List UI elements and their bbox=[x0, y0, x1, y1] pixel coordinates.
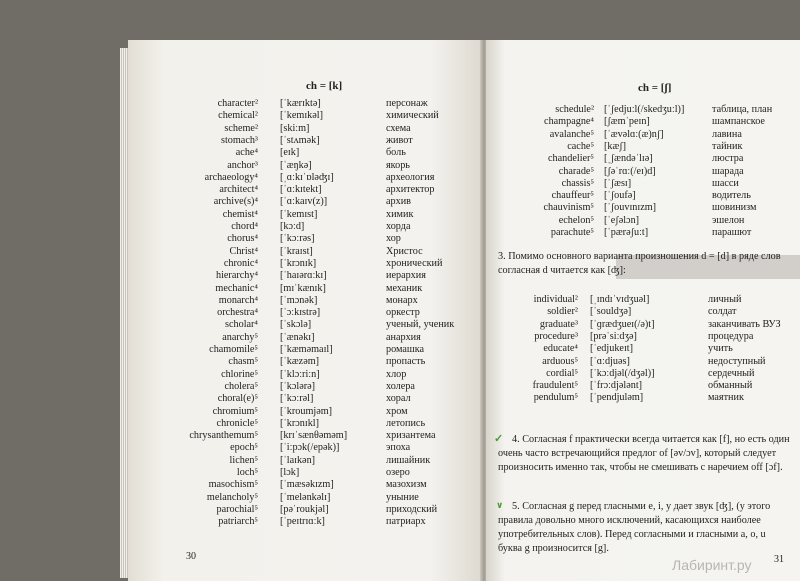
entry-translation: хлор bbox=[386, 368, 407, 380]
entry-word: chassis⁵ bbox=[561, 177, 594, 189]
entry-row bbox=[128, 381, 484, 393]
entry-translation: люстра bbox=[712, 153, 744, 165]
entry-ipa: [ˈiːpɔk(/epək)] bbox=[280, 442, 340, 454]
entry-row bbox=[128, 209, 484, 221]
watermark: Лабиринт.ру bbox=[672, 557, 752, 573]
entry-word: chandelier⁵ bbox=[548, 153, 594, 165]
entry-ipa: [ˈʃoufə] bbox=[604, 190, 636, 202]
entry-ipa: [mɪˈkænɪk] bbox=[280, 282, 326, 294]
entry-row bbox=[128, 160, 484, 172]
entry-word: chemical² bbox=[218, 110, 258, 122]
entry-word: arduous⁵ bbox=[542, 355, 578, 367]
entry-row bbox=[486, 343, 800, 355]
entry-ipa: [krɪˈsænθəməm] bbox=[280, 430, 348, 442]
entry-translation: живот bbox=[386, 134, 413, 146]
entry-word: character² bbox=[217, 98, 258, 109]
entry-word: chronic⁴ bbox=[223, 257, 258, 269]
entry-translation: водитель bbox=[712, 190, 751, 202]
entry-translation: пропасть bbox=[386, 356, 426, 368]
entry-translation: схема bbox=[386, 122, 411, 134]
entry-ipa: [lɔk] bbox=[280, 467, 300, 478]
entry-word: pendulum⁵ bbox=[533, 392, 578, 404]
check-mark-icon-2: ∨ bbox=[496, 500, 504, 510]
entry-ipa: [ˈæŋkə] bbox=[280, 159, 312, 171]
entry-row bbox=[128, 135, 484, 147]
entry-row bbox=[128, 344, 484, 356]
entry-word: stomach³ bbox=[220, 134, 258, 146]
entry-ipa: [ˈɑːdjuəs] bbox=[590, 355, 630, 367]
entry-ipa: [ˈskɔlə] bbox=[280, 319, 312, 331]
entry-ipa: [ˈpendjuləm] bbox=[590, 392, 644, 404]
entry-translation: процедура bbox=[708, 330, 754, 342]
entry-translation: солдат bbox=[708, 306, 737, 318]
left-page-number: 30 bbox=[186, 551, 196, 562]
entry-translation: шовинизм bbox=[712, 202, 757, 214]
entry-row bbox=[486, 319, 800, 331]
entry-translation: химический bbox=[386, 110, 439, 122]
entry-word: cordial⁵ bbox=[546, 367, 578, 379]
entry-word: chasm⁵ bbox=[228, 356, 258, 368]
entry-word: chauffeur⁵ bbox=[551, 190, 594, 202]
entry-row bbox=[486, 294, 800, 306]
entry-word: chauvinism⁵ bbox=[543, 202, 594, 214]
entry-ipa: [ˈkɔːrəs] bbox=[280, 233, 315, 245]
entry-row bbox=[486, 141, 800, 153]
entry-word: archaeology⁴ bbox=[204, 171, 258, 183]
entry-word: procedure³ bbox=[534, 330, 578, 342]
entry-ipa: [ˈkemɪst] bbox=[280, 208, 318, 220]
left-heading: ch = [k] bbox=[306, 80, 343, 92]
entry-row bbox=[128, 406, 484, 418]
entry-translation: хорда bbox=[386, 221, 411, 232]
entry-row bbox=[128, 504, 484, 516]
entry-ipa: [ˈmelənkəlɪ] bbox=[280, 491, 331, 503]
entry-translation: озеро bbox=[386, 467, 410, 478]
entry-word: soldier² bbox=[547, 306, 578, 318]
entry-translation: мазохизм bbox=[386, 479, 427, 491]
entry-word: chlorine⁵ bbox=[221, 368, 258, 380]
entry-word: monarch⁴ bbox=[218, 294, 258, 306]
entry-ipa: [ˈɑːkaɪv(z)] bbox=[280, 196, 328, 208]
entry-word: patriarch⁵ bbox=[218, 516, 258, 528]
right-page-number: 31 bbox=[774, 554, 784, 565]
entry-row bbox=[128, 147, 484, 159]
entry-translation: эшелон bbox=[712, 214, 745, 226]
entry-ipa: [ˈsouldʒə] bbox=[590, 306, 632, 318]
left-page bbox=[128, 40, 484, 581]
entry-ipa: [ˈkɔːrəl] bbox=[280, 393, 314, 405]
entry-ipa: [ˈʃæsɪ] bbox=[604, 177, 632, 189]
entry-translation: таблица, план bbox=[712, 104, 773, 115]
entry-row bbox=[128, 442, 484, 454]
entry-row bbox=[128, 246, 484, 258]
entry-row bbox=[128, 393, 484, 405]
entry-word: parochial⁵ bbox=[216, 503, 258, 515]
entry-word: hierarchy⁴ bbox=[215, 270, 258, 282]
entry-row bbox=[128, 283, 484, 295]
entry-ipa: [ʃəˈrɑː(/eɪ)d] bbox=[604, 165, 656, 177]
entry-translation: летопись bbox=[386, 417, 426, 429]
entry-translation: личный bbox=[708, 294, 742, 305]
entry-row bbox=[486, 227, 800, 239]
entry-row bbox=[128, 479, 484, 491]
entry-word: chromium⁵ bbox=[212, 405, 258, 417]
entry-row bbox=[128, 295, 484, 307]
entry-row bbox=[486, 178, 800, 190]
entry-row bbox=[486, 368, 800, 380]
entry-ipa: [ˈlaɪkən] bbox=[280, 454, 316, 466]
entry-ipa: [kɔːd] bbox=[280, 221, 305, 232]
entry-word: schedule² bbox=[555, 104, 594, 115]
paragraph-5: 5. Согласная g перед гласными e, i, y дает звук [ʤ], (у этого правила довольно много исключений, касающихся наиболее употребительных слов). Перед согласными и гласными a, o, u буква g произносится [g]. bbox=[498, 501, 771, 554]
entry-translation: шасси bbox=[712, 177, 739, 189]
entry-translation: хор bbox=[386, 233, 401, 245]
entry-word: scholar⁴ bbox=[225, 319, 258, 331]
entry-row bbox=[128, 270, 484, 282]
entry-ipa: [ˈkroumjəm] bbox=[280, 405, 333, 417]
entry-row bbox=[128, 492, 484, 504]
entry-ipa: [ˈkrɔnɪkl] bbox=[280, 417, 320, 429]
entry-ipa: [ˌʃændəˈlɪə] bbox=[604, 153, 653, 165]
entry-word: architect⁴ bbox=[219, 184, 258, 196]
entry-ipa: [ˈstʌmək] bbox=[280, 134, 320, 146]
entry-translation: монарх bbox=[386, 294, 418, 306]
entry-row bbox=[128, 356, 484, 368]
entry-word: parachute⁵ bbox=[550, 227, 594, 238]
entry-row bbox=[128, 196, 484, 208]
entry-row bbox=[486, 190, 800, 202]
entry-translation: хорал bbox=[386, 393, 411, 405]
entry-word: cache⁵ bbox=[567, 140, 594, 152]
entry-row bbox=[128, 307, 484, 319]
entry-word: avalanche⁵ bbox=[549, 128, 594, 140]
entry-ipa: [eɪk] bbox=[280, 147, 300, 159]
entry-ipa: [pəˈroukjəl] bbox=[280, 503, 329, 515]
entry-translation: лишайник bbox=[386, 454, 431, 466]
entry-ipa: [ˈedjukeɪt] bbox=[590, 343, 633, 355]
entry-ipa: [kæʃ] bbox=[604, 140, 627, 152]
entry-ipa: [ʃæmˈpeɪn] bbox=[604, 116, 650, 128]
entry-word: cholera⁵ bbox=[224, 380, 258, 392]
entry-translation: археология bbox=[386, 171, 435, 183]
entry-row bbox=[128, 233, 484, 245]
entry-word: fraudulent⁵ bbox=[532, 380, 578, 392]
right-heading: ch = [ʃ] bbox=[638, 82, 672, 94]
entry-row bbox=[486, 215, 800, 227]
entry-word: archive(s)⁴ bbox=[213, 196, 258, 208]
entry-row bbox=[128, 123, 484, 135]
entry-ipa: [ˈeʃəlɔn] bbox=[604, 214, 640, 226]
entry-row bbox=[128, 98, 484, 110]
entry-row bbox=[128, 467, 484, 479]
entry-row bbox=[128, 221, 484, 233]
entry-translation: лавина bbox=[712, 128, 742, 140]
entry-translation: Христос bbox=[386, 245, 423, 257]
entry-translation: ученый, ученик bbox=[386, 319, 455, 331]
entry-translation: недоступный bbox=[708, 355, 766, 367]
entry-ipa: [ˈkæzəm] bbox=[280, 356, 320, 368]
entry-translation: парашют bbox=[712, 227, 752, 238]
entry-ipa: [ˈʃedjuːl(/skedʒuːl)] bbox=[604, 104, 685, 115]
entry-row bbox=[128, 172, 484, 184]
entry-translation: боль bbox=[386, 147, 406, 159]
entry-translation: хризантема bbox=[386, 430, 436, 442]
entry-translation: шарада bbox=[712, 165, 744, 177]
entry-translation: анархия bbox=[386, 331, 421, 343]
entry-translation: маятник bbox=[708, 392, 744, 404]
entry-word: scheme² bbox=[224, 122, 258, 134]
entry-word: echelon⁵ bbox=[558, 214, 594, 226]
entry-ipa: [ˈævəlɑː(æ)nʃ] bbox=[604, 128, 664, 140]
entry-row bbox=[486, 306, 800, 318]
entry-row bbox=[486, 116, 800, 128]
entry-translation: архитектор bbox=[386, 184, 435, 196]
entry-ipa: [ˈkærɪktə] bbox=[280, 98, 321, 109]
entry-word: anchor³ bbox=[227, 159, 258, 171]
entry-translation: уныние bbox=[386, 491, 419, 503]
entry-translation: хронический bbox=[386, 257, 443, 269]
entry-word: educate⁴ bbox=[543, 343, 578, 355]
entry-word: champagne⁴ bbox=[544, 116, 594, 128]
entry-translation: шампанское bbox=[712, 116, 765, 128]
entry-word: charade⁵ bbox=[558, 165, 594, 177]
entry-row bbox=[128, 516, 484, 528]
entry-ipa: [ˈɑːkɪtekt] bbox=[280, 184, 322, 196]
entry-ipa: [ˌɪndɪˈvɪdʒuəl] bbox=[590, 294, 650, 305]
entry-row bbox=[486, 392, 800, 404]
entry-row bbox=[128, 184, 484, 196]
paragraph-3: 3. Помимо основного варианта произношения d = [d] в ряде слов согласная d читается как [ʤ]: bbox=[498, 251, 781, 276]
entry-word: individual² bbox=[533, 294, 578, 305]
entry-row bbox=[128, 455, 484, 467]
entry-ipa: [ˈɔːkɪstrə] bbox=[280, 307, 321, 319]
entry-word: ache⁴ bbox=[235, 147, 258, 159]
entry-row bbox=[486, 331, 800, 343]
entry-row bbox=[486, 104, 800, 116]
entry-word: chord⁴ bbox=[231, 221, 258, 232]
entry-translation: холера bbox=[386, 380, 415, 392]
entry-row bbox=[128, 430, 484, 442]
entry-ipa: [ˈmæsəkɪzm] bbox=[280, 479, 334, 491]
entry-word: orchestra⁴ bbox=[217, 307, 258, 319]
entry-ipa: [ˈkemɪkəl] bbox=[280, 110, 323, 122]
entry-row bbox=[486, 202, 800, 214]
entry-row bbox=[486, 153, 800, 165]
entry-translation: оркестр bbox=[386, 307, 420, 319]
entry-translation: тайник bbox=[712, 140, 743, 152]
entry-word: chrysanthemum⁵ bbox=[189, 430, 258, 442]
entry-row bbox=[486, 380, 800, 392]
entry-row bbox=[486, 356, 800, 368]
entry-word: choral(e)⁵ bbox=[217, 393, 258, 405]
entry-row bbox=[128, 418, 484, 430]
entry-row bbox=[128, 369, 484, 381]
entry-row bbox=[486, 129, 800, 141]
entry-row bbox=[128, 110, 484, 122]
entry-word: chemist⁴ bbox=[222, 208, 258, 220]
entry-ipa: [ˈpærəʃuːt] bbox=[604, 227, 649, 238]
entry-word: chamomile⁵ bbox=[209, 344, 258, 355]
entry-translation: заканчивать ВУЗ bbox=[708, 318, 781, 330]
book-spread bbox=[128, 40, 800, 581]
entry-ipa: [ˈkrɔnɪk] bbox=[280, 257, 317, 269]
entry-ipa: [ˈmɔnək] bbox=[280, 294, 318, 306]
entry-word: epoch⁵ bbox=[230, 442, 258, 454]
paragraph-4: 4. Согласная f практически всегда читается как [f], но есть один очень часто встречающийся предлог of [əv/ɔv], который следует произносить именно так, чтобы не смешивать с наречием off [ɔf]. bbox=[498, 434, 790, 473]
entry-word: chorus⁴ bbox=[227, 233, 258, 245]
entry-ipa: [ˌɑːkɪˈɒləʤɪ] bbox=[280, 171, 334, 183]
entry-translation: учить bbox=[708, 343, 733, 355]
entry-word: melancholy⁵ bbox=[206, 491, 258, 503]
entry-ipa: [prəˈsiːdʒə] bbox=[590, 330, 637, 342]
entry-ipa: [ˈklɔːriːn] bbox=[280, 368, 320, 380]
entry-ipa: [ˈpeɪtrɪɑːk] bbox=[280, 516, 325, 528]
entry-word: Christ⁴ bbox=[229, 245, 258, 257]
entry-ipa: [ˈkɔlərə] bbox=[280, 380, 316, 392]
entry-word: masochism⁵ bbox=[208, 479, 258, 491]
entry-translation: сердечный bbox=[708, 367, 755, 379]
entry-word: lichen⁵ bbox=[229, 454, 258, 466]
entry-ipa: [ˈfrɔːdjələnt] bbox=[590, 380, 643, 392]
entry-row bbox=[128, 319, 484, 331]
entry-translation: хром bbox=[386, 405, 408, 417]
entry-ipa: [ˈkraɪst] bbox=[280, 245, 313, 257]
check-mark-icon: ✓ bbox=[494, 433, 504, 445]
entry-word: anarchy⁵ bbox=[222, 331, 258, 343]
entry-translation: якорь bbox=[386, 159, 410, 171]
entry-ipa: [skiːm] bbox=[280, 122, 310, 134]
entry-word: mechanic⁴ bbox=[215, 282, 258, 294]
entry-translation: механик bbox=[386, 282, 423, 294]
entry-ipa: [ˈɡrædʒueɪ(/ə)t] bbox=[590, 318, 655, 330]
entry-translation: персонаж bbox=[386, 98, 428, 109]
entry-translation: ромашка bbox=[386, 344, 425, 355]
entry-ipa: [ˈhaɪərɑːkɪ] bbox=[280, 270, 327, 282]
entry-translation: эпоха bbox=[386, 442, 411, 454]
entry-ipa: [ˈænəkɪ] bbox=[280, 331, 315, 343]
entry-ipa: [ˈkɔːdjəl(/dʒəl)] bbox=[590, 367, 655, 379]
entry-word: graduate³ bbox=[539, 318, 578, 330]
entry-word: chronicle⁵ bbox=[216, 417, 258, 429]
entry-translation: обманный bbox=[708, 380, 753, 392]
entry-ipa: [ˈkæməmaɪl] bbox=[280, 344, 333, 355]
entry-translation: приходский bbox=[386, 503, 438, 515]
entry-ipa: [ˈʃouvɪnɪzm] bbox=[604, 202, 657, 214]
entry-word: loch⁵ bbox=[236, 467, 258, 478]
entry-row bbox=[128, 258, 484, 270]
right-page bbox=[486, 40, 800, 581]
entry-translation: архив bbox=[386, 196, 411, 208]
entry-row bbox=[128, 332, 484, 344]
entry-row bbox=[486, 166, 800, 178]
entry-translation: химик bbox=[386, 208, 414, 220]
entry-translation: иерархия bbox=[386, 270, 426, 282]
entry-translation: патриарх bbox=[386, 516, 426, 528]
